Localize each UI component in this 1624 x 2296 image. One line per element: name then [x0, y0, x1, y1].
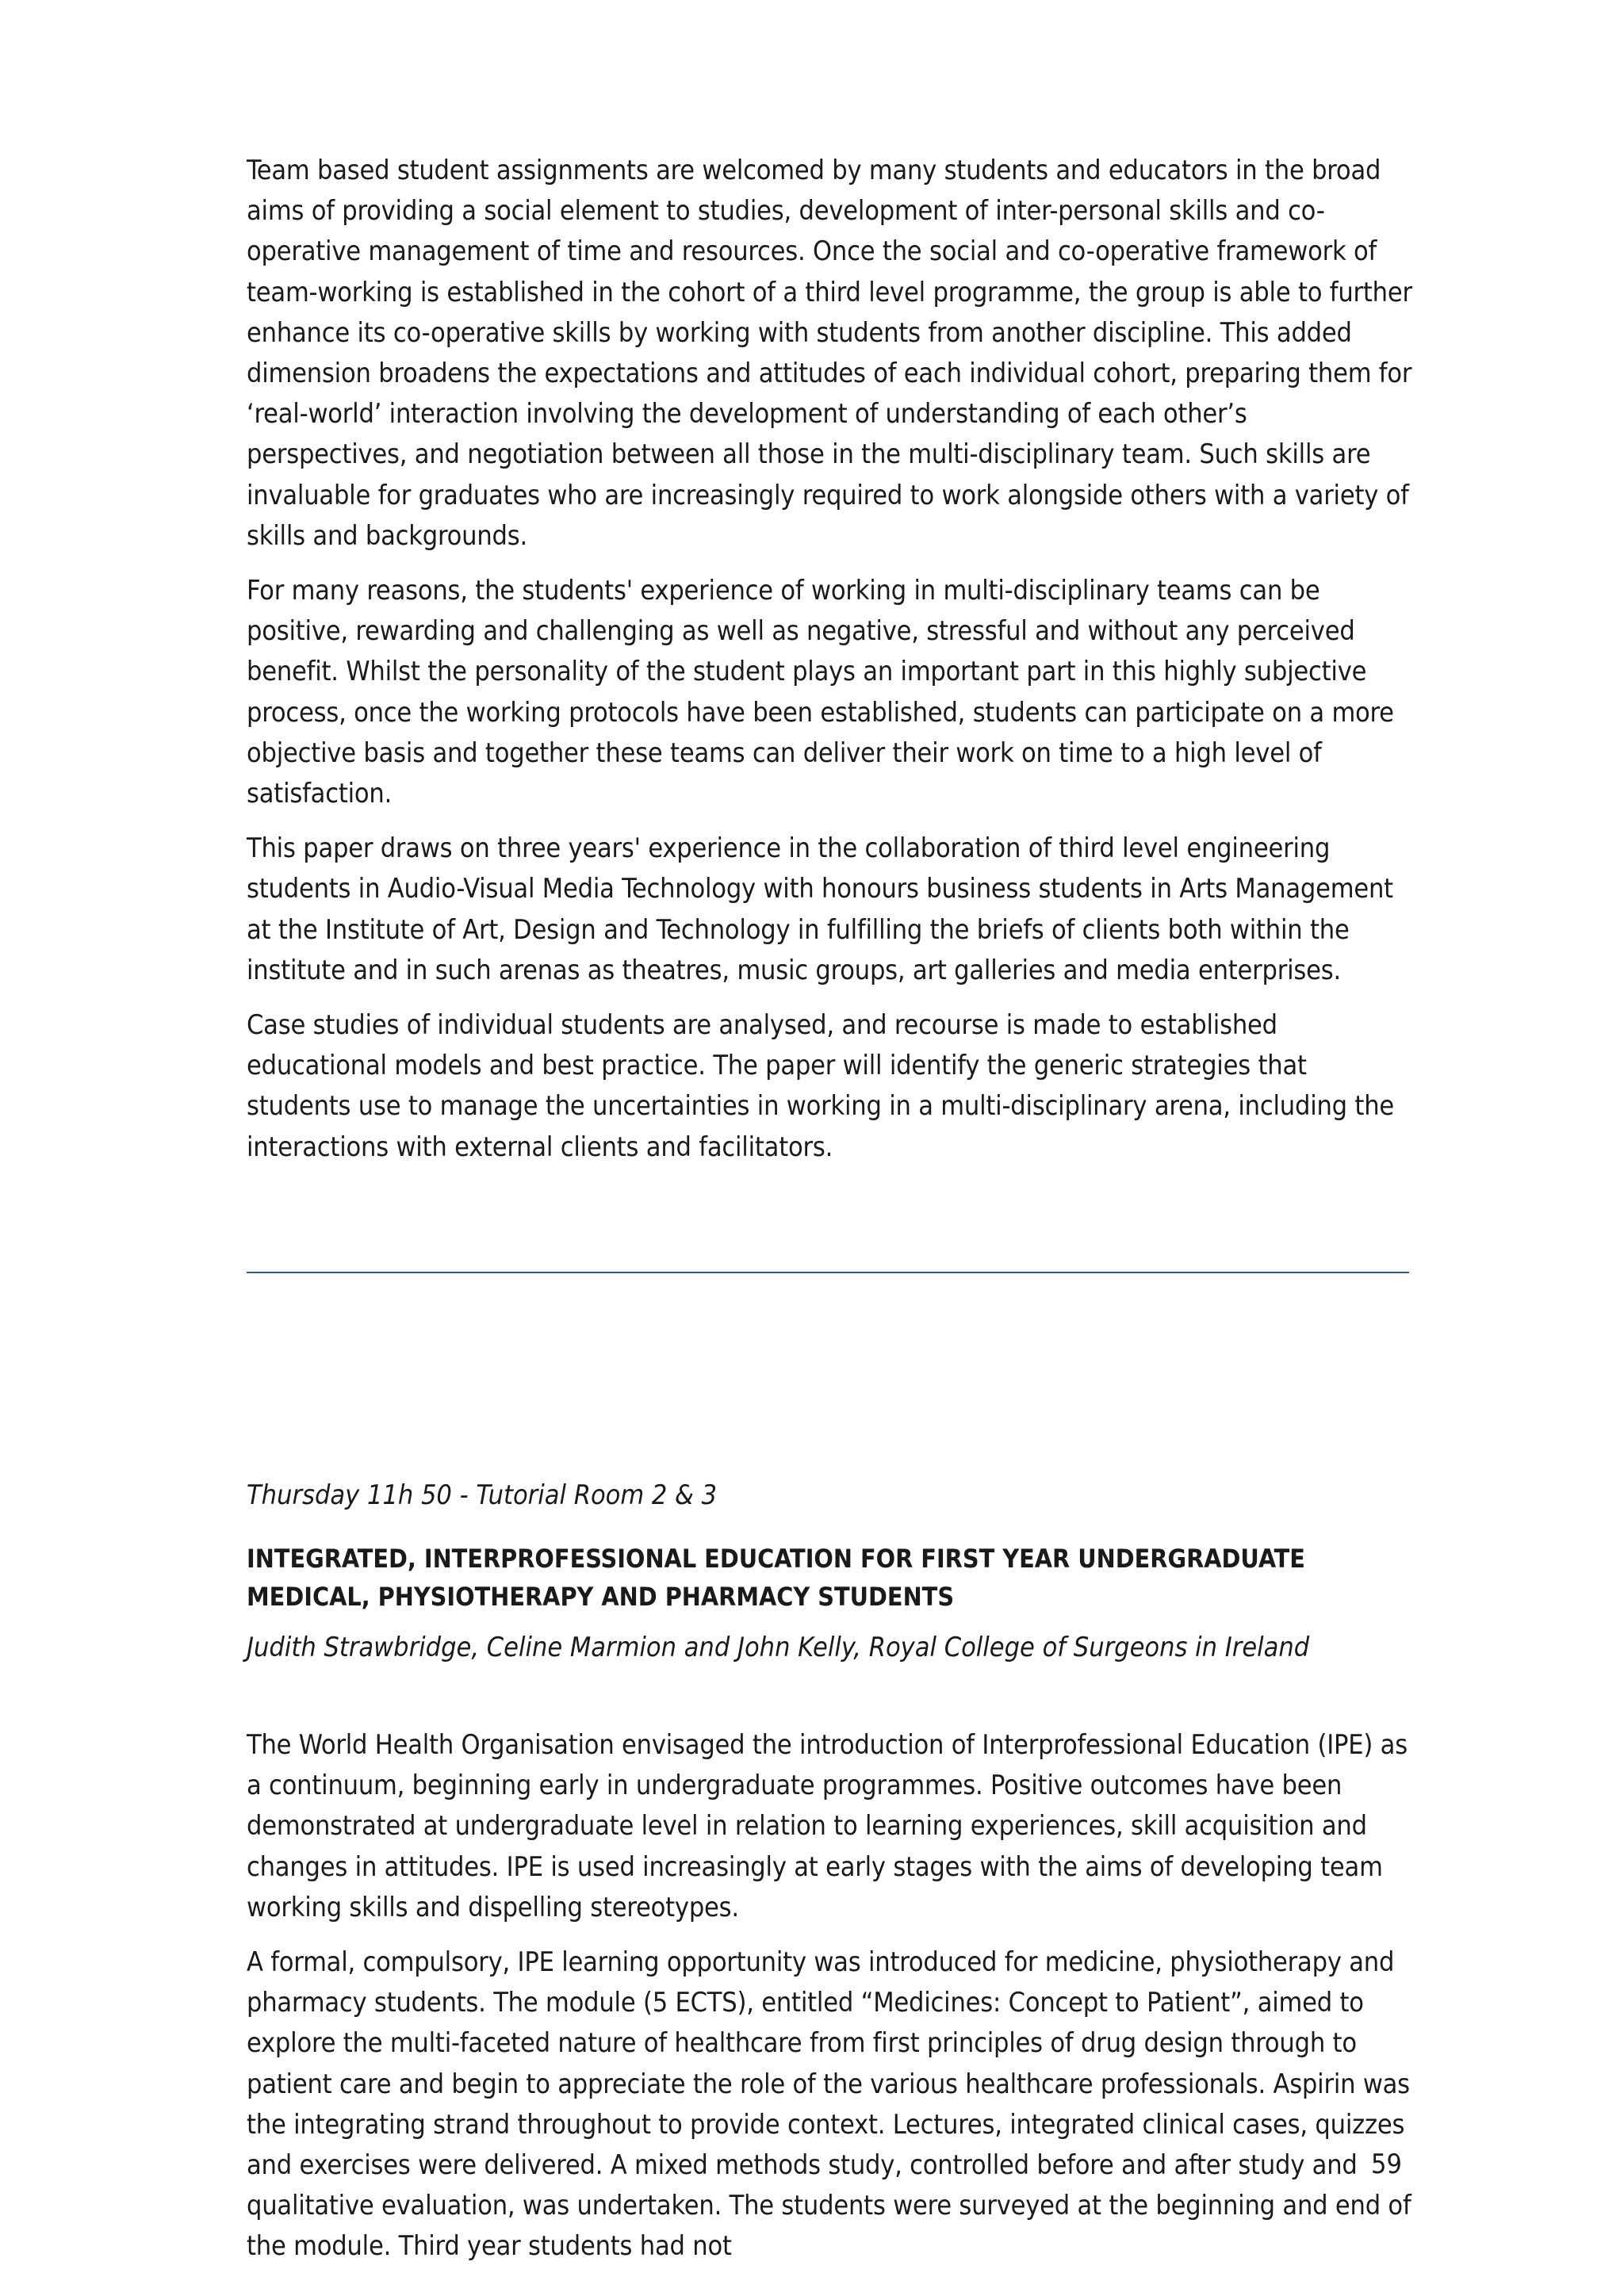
- paragraph: Case studies of individual students are analysed, and recourse is made to established educational models and best practice. The paper will identify the generic strategies that students use to manage the uncertainties in working in a multi-disciplinary arena, including the interactions with external clients and facilitators.: [247, 1009, 1395, 1163]
- article-authors: Judith Strawbridge, Celine Marmion and John Kelly, Royal College of Surgeons in Ireland: [247, 1632, 1310, 1663]
- session-time-location: Thursday 11h 50 - Tutorial Room 2 & 3: [247, 1479, 718, 1511]
- paragraph: The World Health Organisation envisaged the introduction of Interprofessional Education (IPE) as a continuum, beginning early in undergraduate programmes. Positive outcomes have been demonstrated at undergraduate level in relation to learning experiences, skill acquisition and changes in attitudes. IPE is used increasingly at early stages with the aims of developing team working skills and dispelling stereotypes.: [247, 1729, 1408, 1923]
- article-title-line: MEDICAL, PHYSIOTHERAPY AND PHARMACY STUDENTS: [247, 1582, 955, 1612]
- article-1-body: [247, 151, 1412, 1168]
- paragraph: This paper draws on three years' experience in the collaboration of third level engineering students in Audio-Visual Media Technology with honours business students in Arts Management at the Institute of Art, Design and Technology in fulfilling the briefs of clients both within the institute and in such arenas as theatres, music groups, art galleries and media enterprises.: [247, 832, 1393, 986]
- paragraph: A formal, compulsory, IPE learning opportunity was introduced for medicine, physiotherapy and pharmacy students. The module (5 ECTS), entitled “Medicines: Concept to Patient”, aimed to explore the multi-faceted nature of healthcare from first principles of drug design through to patient care and begin to appreciate the role of the various healthcare professionals. Aspirin was the integrating strand throughout to provide context. Lectures, integrated clinical cases, quizzes and exercises were delivered. A mixed methods study, controlled before and after study and qualitative evaluation, was undertaken. The students were surveyed at the beginning and end of the module. Third year students had not: [247, 1946, 1411, 2263]
- paragraph: For many reasons, the students' experience of working in multi-disciplinary teams can be positive, rewarding and challenging as well as negative, stressful and without any perceived benefit. Whilst the personality of the student plays an important part in this highly subjective process, once the working protocols have been established, students can participate on a more objective basis and together these teams can deliver their work on time to a high level of satisfaction.: [247, 575, 1394, 810]
- article-2-body: [247, 1725, 1412, 2267]
- paragraph: Team based student assignments are welcomed by many students and educators in the broad aims of providing a social element to studies, development of inter-personal skills and co-operative management of time and resources. Once the social and co-operative framework of team-working is established in the cohort of a third level programme, the group is able to further enhance its co-operative skills by working with students from another discipline. This added dimension broadens the expectations and attitudes of each individual cohort, preparing them for ‘real-world’ interaction involving the development of understanding of each other’s perspectives, and negotiation between all those in the multi-disciplinary team. Such skills are invaluable for graduates who are increasingly required to work alongside others with a variety of skills and backgrounds.: [247, 155, 1412, 552]
- page-number: 59: [1371, 2149, 1402, 2180]
- section-divider: [247, 1272, 1409, 1273]
- article-title: [247, 1540, 1357, 1616]
- article-title-line: INTEGRATED, INTERPROFESSIONAL EDUCATION FOR FIRST YEAR UNDERGRADUATE: [247, 1544, 1305, 1574]
